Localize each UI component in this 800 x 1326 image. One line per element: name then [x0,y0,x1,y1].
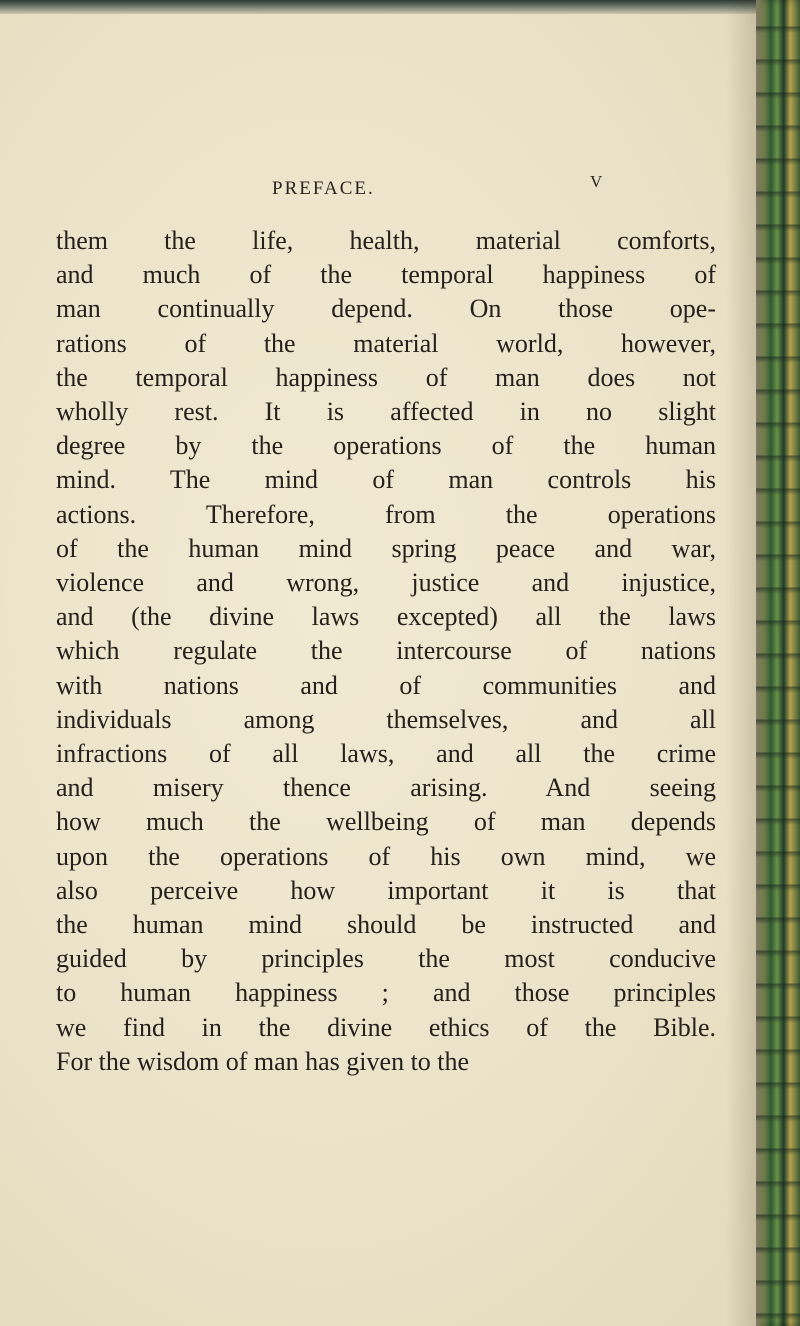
text-line: and misery thence arising. And seeing [56,773,716,803]
text-line: of the human mind spring peace and war, [56,533,716,563]
text-line: man continually depend. On those ope- [56,294,716,324]
text-line: upon the operations of his own mind, we [56,841,716,871]
text-line: mind. The mind of man controls his [56,465,716,495]
text-line: guided by principles the most conducive [56,944,716,974]
text-line: to human happiness ; and those principles [56,978,716,1008]
text-line: wholly rest. It is affected in no slight [56,397,716,427]
running-head: PREFACE. [272,178,375,199]
page-top-edge [0,0,760,14]
text-line: the temporal happiness of man does not [56,362,716,392]
text-line: violence and wrong, justice and injustice, [56,568,716,598]
text-line: which regulate the intercourse of nations [56,636,716,666]
text-line: For the wisdom of man has given to the [56,1046,470,1076]
text-line: degree by the operations of the human [56,431,716,461]
text-line: them the life, health, material comforts, [56,226,716,255]
text-line: the human mind should be instructed and [56,910,716,940]
text-line: infractions of all laws, and all the crime [56,739,716,769]
text-line: individuals among themselves, and all [56,704,716,734]
page-header [0,172,760,208]
text-line: with nations and of communities and [56,670,716,700]
text-line: actions. Therefore, from the operations [56,499,716,529]
text-line: how much the wellbeing of man depends [56,807,716,837]
text-line: and (the divine laws excepted) all the laws [56,602,716,632]
text-line: rations of the material world, however, [56,328,716,358]
body-paragraph [56,224,716,1079]
page-number: V [590,172,603,191]
text-line: also perceive how important it is that [56,875,716,905]
text-line: we find in the divine ethics of the Bible. [56,1012,716,1042]
text-line: and much of the temporal happiness of [56,260,716,290]
book-spine-edge [756,0,800,1326]
